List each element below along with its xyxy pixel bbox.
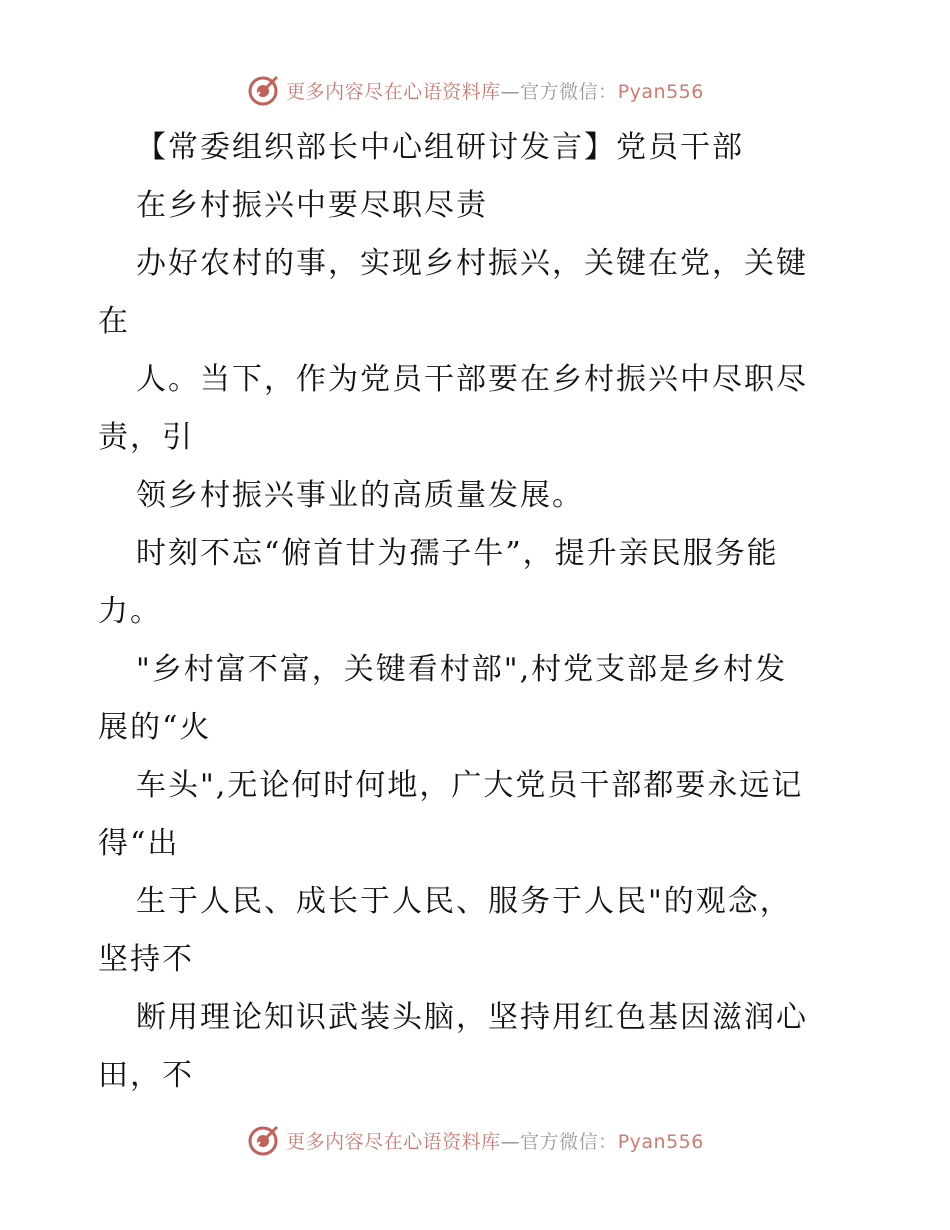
banner-wechat-id: Pyan556 bbox=[617, 1130, 704, 1153]
banner-brand-text: 更多内容尽在心语资料库 bbox=[286, 80, 501, 103]
paragraph-line: 在 bbox=[98, 304, 130, 339]
paragraph-line: 得“出 bbox=[98, 826, 180, 861]
pen-logo-icon bbox=[246, 1123, 280, 1157]
paragraph-line: 坚持不 bbox=[98, 942, 194, 977]
paragraph-line: 领乡村振兴事业的高质量发展。 bbox=[136, 478, 584, 513]
header-banner-inner bbox=[246, 73, 704, 107]
paragraph-line: 责，引 bbox=[98, 420, 194, 455]
paragraph-line: 展的“火 bbox=[98, 710, 212, 745]
banner-text bbox=[286, 1127, 704, 1154]
paragraph-line: "乡村富不富，关键看村部",村党支部是乡村发 bbox=[136, 652, 788, 687]
banner-text bbox=[286, 77, 704, 104]
paragraph-line: 时刻不忘“俯首甘为孺子牛”，提升亲民服务能 bbox=[136, 536, 779, 571]
paragraph-line: 车头",无论何时何地，广大党员干部都要永远记 bbox=[136, 768, 804, 803]
paragraph-line: 田，不 bbox=[98, 1058, 194, 1093]
pen-logo-icon bbox=[246, 73, 280, 107]
banner-brand-text: 更多内容尽在心语资料库 bbox=[286, 1130, 501, 1153]
banner-wechat-label: 官方微信： bbox=[520, 80, 618, 103]
footer-banner-inner bbox=[246, 1123, 704, 1157]
banner-separator: — bbox=[500, 1130, 521, 1153]
document-title-line-1: 【常委组织部长中心组研讨发言】党员干部 bbox=[136, 130, 744, 165]
banner-wechat-id: Pyan556 bbox=[617, 80, 704, 103]
banner-wechat-label: 官方微信： bbox=[520, 1130, 618, 1153]
paragraph-line: 人。当下，作为党员干部要在乡村振兴中尽职尽 bbox=[136, 362, 808, 397]
paragraph-line: 力。 bbox=[98, 594, 162, 629]
document-title-line-2: 在乡村振兴中要尽职尽责 bbox=[136, 188, 488, 223]
paragraph-line: 办好农村的事，实现乡村振兴，关键在党，关键 bbox=[136, 246, 808, 281]
paragraph-line: 断用理论知识武装头脑，坚持用红色基因滋润心 bbox=[136, 1000, 808, 1035]
footer-banner bbox=[0, 1120, 950, 1160]
banner-separator: — bbox=[500, 80, 521, 103]
header-banner bbox=[0, 70, 950, 110]
paragraph-line: 生于人民、成长于人民、服务于人民"的观念， bbox=[136, 884, 792, 919]
